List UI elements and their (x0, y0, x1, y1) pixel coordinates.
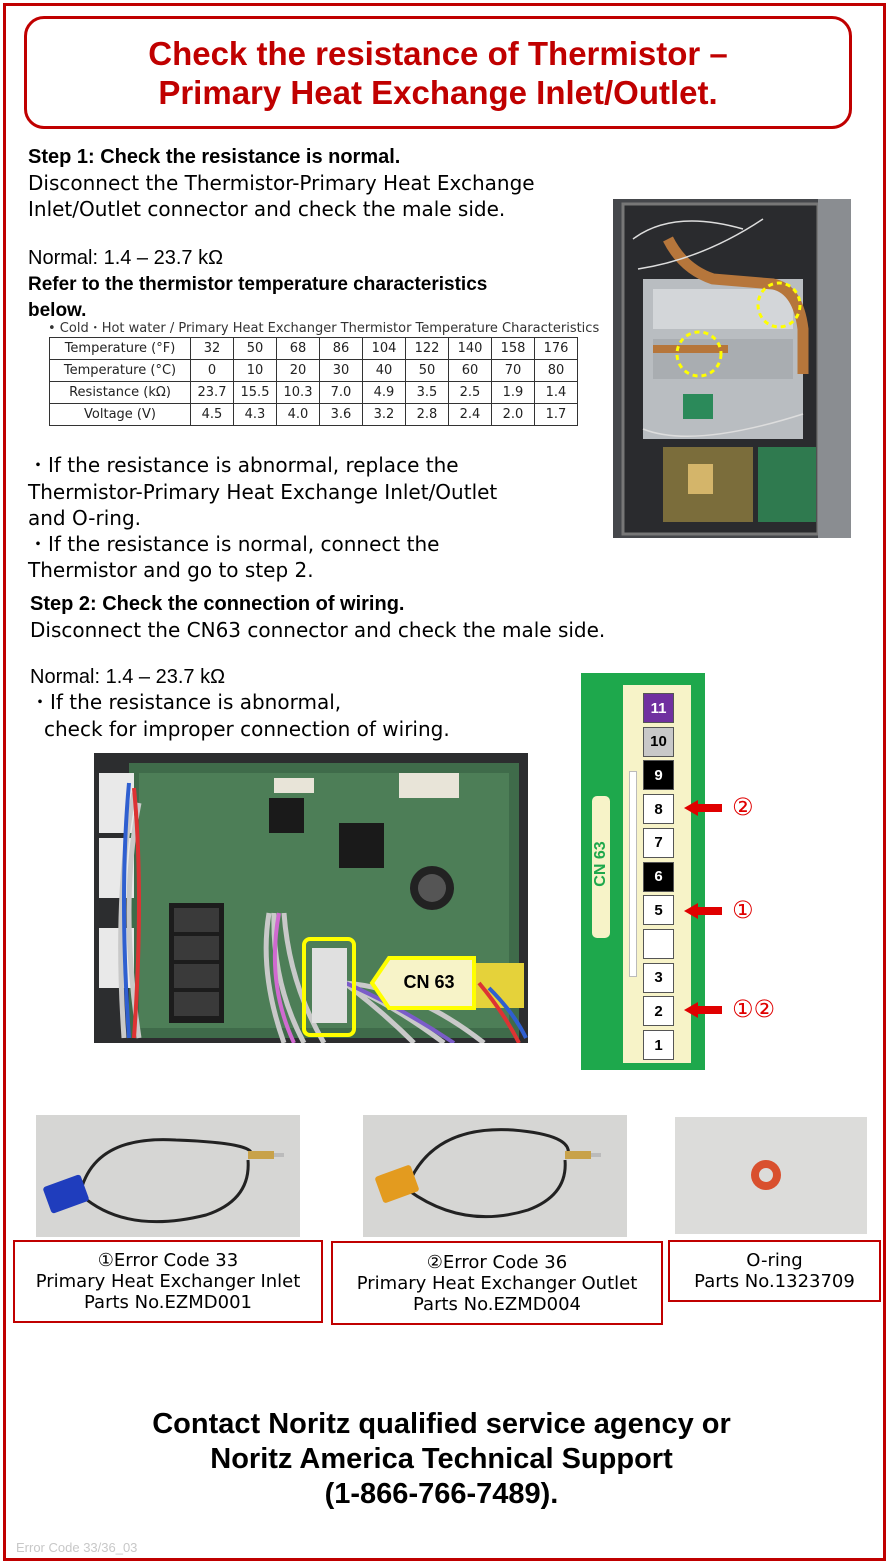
thermistor-characteristics-table (49, 337, 578, 426)
connector-pin-2: 2 (643, 996, 674, 1026)
cn63-label: CN 63 (592, 841, 609, 887)
step1-normal-range: Normal: 1.4 – 23.7 kΩ (28, 247, 224, 269)
step1-normal-line-2: Thermistor and go to step 2. (28, 558, 314, 582)
table-cell: 4.3 (234, 404, 277, 426)
connector-pin-6: 6 (643, 862, 674, 892)
table-cell: 70 (492, 360, 535, 382)
table-cell: 140 (449, 338, 492, 360)
table-row (50, 360, 578, 382)
contact-phone: (1-866-766-7489). (324, 1478, 559, 1510)
part-inlet-number: Parts No.EZMD001 (84, 1292, 252, 1313)
table-cell: 3.2 (363, 404, 406, 426)
table-cell: 7.0 (320, 382, 363, 404)
arrow-pin8-icon (684, 800, 722, 816)
part-inlet-name: Primary Heat Exchanger Inlet (35, 1271, 301, 1292)
step1-abnormal-line-3: and O-ring. (28, 506, 142, 530)
table-cell: 2.5 (449, 382, 492, 404)
table-cell: 3.6 (320, 404, 363, 426)
table-cell: 30 (320, 360, 363, 382)
step1-refer-line-1: Refer to the thermistor temperature characteristics (28, 274, 488, 295)
step2-normal-range: Normal: 1.4 – 23.7 kΩ (30, 666, 226, 688)
part-label-inlet (13, 1240, 323, 1323)
connector-pin-11: 11 (643, 693, 674, 723)
step1-refer-line-2: below. (28, 300, 87, 321)
table-cell: 3.5 (406, 382, 449, 404)
step2-abnormal-line-2: check for improper connection of wiring. (44, 717, 450, 741)
title-box (24, 16, 852, 129)
table-cell: 104 (363, 338, 406, 360)
table-cell: 32 (191, 338, 234, 360)
part-outlet-error-code: ②Error Code 36 (426, 1251, 568, 1273)
table-cell: 1.4 (535, 382, 578, 404)
table-row-label: Voltage (V) (50, 404, 191, 426)
footer-doc-id: Error Code 33/36_03 (16, 1540, 138, 1555)
inlet-thermistor-photo (36, 1115, 300, 1237)
part-label-o-ring (668, 1240, 881, 1302)
table-cell: 40 (363, 360, 406, 382)
table-row-label: Resistance (kΩ) (50, 382, 191, 404)
table-row (50, 404, 578, 426)
step2-abnormal-line-1: ・If the resistance is abnormal, (30, 690, 342, 714)
connector-pin-1: 1 (643, 1030, 674, 1060)
step1-abnormal-line-1: ・If the resistance is abnormal, replace the (28, 453, 459, 477)
marker-pin8: ② (732, 793, 754, 821)
table-row (50, 382, 578, 404)
connector-pin-7: 7 (643, 828, 674, 858)
table-cell: 176 (535, 338, 578, 360)
table-cell: 1.7 (535, 404, 578, 426)
control-board-photo (94, 753, 528, 1043)
o-ring-photo (675, 1117, 867, 1234)
connector-pin-5: 5 (643, 895, 674, 925)
table-cell: 4.9 (363, 382, 406, 404)
table-cell: 60 (449, 360, 492, 382)
part-o-ring-name: O-ring (746, 1250, 803, 1271)
table-cell: 50 (406, 360, 449, 382)
step1-line-2: Inlet/Outlet connector and check the male side. (28, 197, 506, 221)
cn63-callout-label: CN 63 (403, 972, 455, 992)
marker-pin2: ①② (732, 995, 776, 1023)
table-cell: 50 (234, 338, 277, 360)
table-cell: 80 (535, 360, 578, 382)
part-o-ring-number: Parts No.1323709 (694, 1271, 855, 1292)
arrow-pin2-icon (684, 1002, 722, 1018)
marker-pin5: ① (732, 896, 754, 924)
table-cell: 2.8 (406, 404, 449, 426)
table-cell: 10.3 (277, 382, 320, 404)
table-caption: • Cold・Hot water / Primary Heat Exchanger Thermistor Temperature Characteristics (48, 321, 600, 336)
heater-interior-photo (613, 199, 851, 538)
part-inlet-error-code: ①Error Code 33 (97, 1250, 239, 1271)
cn63-key-slot (629, 771, 637, 977)
table-row (50, 338, 578, 360)
table-row-label: Temperature (°C) (50, 360, 191, 382)
table-cell: 1.9 (492, 382, 535, 404)
table-cell: 158 (492, 338, 535, 360)
table-cell: 4.0 (277, 404, 320, 426)
connector-pin-10: 10 (643, 727, 674, 757)
step2-heading: Step 2: Check the connection of wiring. (30, 593, 405, 615)
step2-line-1: Disconnect the CN63 connector and check the male side. (30, 618, 606, 642)
connector-pin-3: 3 (643, 963, 674, 993)
cn63-label-box (592, 796, 610, 938)
contact-line-2: Noritz America Technical Support (210, 1443, 673, 1475)
table-cell: 20 (277, 360, 320, 382)
table-cell: 86 (320, 338, 363, 360)
table-cell: 0 (191, 360, 234, 382)
step1-abnormal-line-2: Thermistor-Primary Heat Exchange Inlet/Outlet (28, 480, 498, 504)
table-row-label: Temperature (°F) (50, 338, 191, 360)
outlet-thermistor-photo (363, 1115, 627, 1237)
part-outlet-name: Primary Heat Exchanger Outlet (356, 1272, 638, 1294)
part-label-outlet (331, 1241, 663, 1325)
step1-line-1: Disconnect the Thermistor-Primary Heat Exchange (28, 171, 535, 195)
connector-pin-9: 9 (643, 760, 674, 790)
step1-normal-line-1: ・If the resistance is normal, connect the (28, 532, 440, 556)
table-cell: 10 (234, 360, 277, 382)
connector-pin-empty (643, 929, 674, 959)
table-cell: 2.4 (449, 404, 492, 426)
connector-pin-8: 8 (643, 794, 674, 824)
part-outlet-number: Parts No.EZMD004 (413, 1293, 581, 1315)
table-cell: 2.0 (492, 404, 535, 426)
table-cell: 122 (406, 338, 449, 360)
table-cell: 68 (277, 338, 320, 360)
page-title-line-1: Check the resistance of Thermistor – (148, 34, 728, 72)
table-cell: 15.5 (234, 382, 277, 404)
arrow-pin5-icon (684, 903, 722, 919)
page-title-line-2: Primary Heat Exchange Inlet/Outlet. (158, 73, 718, 111)
table-cell: 23.7 (191, 382, 234, 404)
table-cell: 4.5 (191, 404, 234, 426)
step1-heading: Step 1: Check the resistance is normal. (28, 146, 401, 168)
contact-line-1: Contact Noritz qualified service agency or (152, 1408, 731, 1440)
